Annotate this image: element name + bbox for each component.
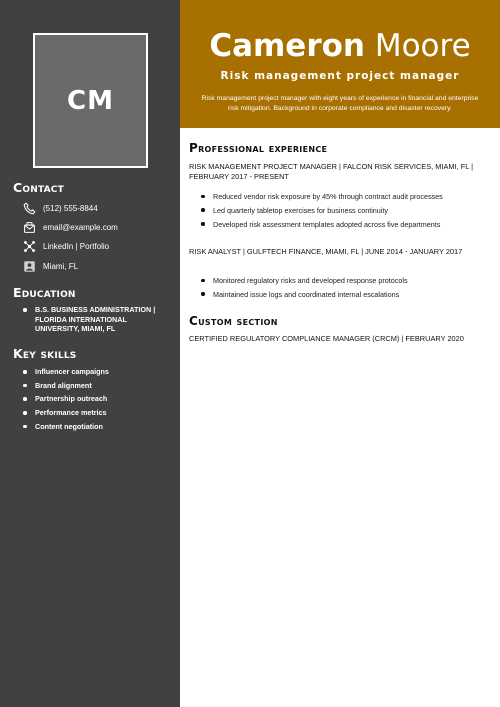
- education-item: B.S. BUSINESS ADMINISTRATION | FLORIDA INTERNATIONAL UNIVERSITY, MIAMI, FL: [22, 305, 172, 334]
- education-list: [22, 305, 172, 334]
- contact-heading: Contact: [13, 180, 64, 195]
- summary: Risk management project manager with eight years of experience in financial and enterprise risk mitigation. Background in corporate compliance and disaster recovery.: [201, 95, 479, 112]
- first-name: Cameron: [209, 28, 365, 64]
- education-heading: Education: [13, 285, 76, 300]
- contact-links-text[interactable]: LinkedIn | Portfolio: [43, 241, 110, 251]
- contact-phone: [22, 200, 98, 216]
- phone-icon: [22, 201, 36, 215]
- monogram-box: [33, 33, 148, 168]
- skills-list: [22, 367, 172, 435]
- job-title: RISK MANAGEMENT PROJECT MANAGER | FALCON RISK SERVICES, MIAMI, FL | FEBRUARY 2017 - PRESENT: [189, 162, 474, 181]
- email-icon: [22, 220, 36, 234]
- skill-item: Partnership outreach: [22, 394, 172, 404]
- role-title: Risk management project manager: [220, 70, 460, 82]
- custom-heading: Custom section: [189, 314, 278, 328]
- experience-heading: Professional experience: [189, 141, 328, 155]
- contact-location: [22, 258, 78, 274]
- duty-item: Developed risk assessment templates adopted across five departments: [200, 220, 490, 229]
- duty-item: Led quarterly tabletop exercises for business continuity: [200, 206, 490, 215]
- duty-item: Reduced vendor risk exposure by 45% through contract audit processes: [200, 192, 490, 201]
- duty-item: Maintained issue logs and coordinated internal escalations: [200, 290, 490, 299]
- contact-email-text[interactable]: email@example.com: [43, 222, 118, 232]
- job-title: RISK ANALYST | GULFTECH FINANCE, MIAMI, FL | JUNE 2014 - JANUARY 2017: [189, 247, 463, 256]
- header-banner: [180, 0, 500, 128]
- skill-item: Influencer campaigns: [22, 367, 172, 377]
- contact-phone-text: (512) 555-8844: [43, 203, 98, 213]
- main-content: [180, 128, 500, 707]
- sidebar: [0, 0, 180, 707]
- skills-heading: Key skills: [13, 346, 77, 361]
- contact-links[interactable]: [22, 238, 109, 254]
- job-duties: [200, 192, 490, 233]
- contact-location-text: Miami, FL: [43, 261, 79, 271]
- contact-email[interactable]: [22, 219, 118, 235]
- duty-item: Monitored regulatory risks and developed response protocols: [200, 276, 490, 285]
- network-icon: [22, 239, 36, 253]
- skill-item: Brand alignment: [22, 381, 172, 391]
- location-icon: [22, 259, 36, 273]
- last-name: Moore: [374, 28, 471, 64]
- monogram: CM: [67, 85, 114, 116]
- skill-item: Performance metrics: [22, 408, 172, 418]
- candidate-name: [180, 27, 500, 65]
- job-duties: [200, 276, 490, 304]
- custom-entry: CERTIFIED REGULATORY COMPLIANCE MANAGER (CRCM) | FEBRUARY 2020: [189, 334, 464, 343]
- skill-item: Content negotiation: [22, 422, 172, 432]
